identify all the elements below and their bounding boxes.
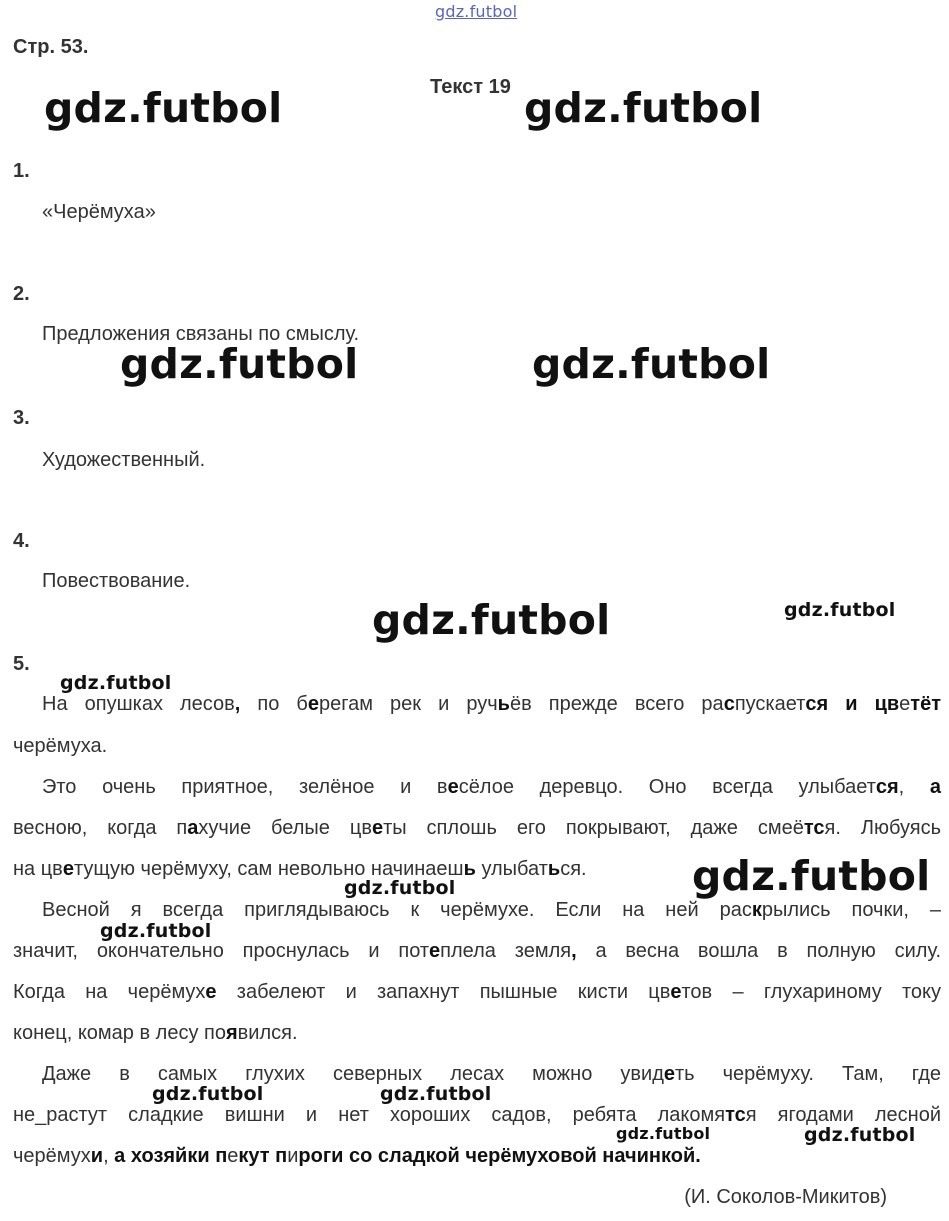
text-segment: тущую черёмуху, сам невольно начинаеш (73, 858, 464, 880)
text-line (42, 899, 941, 922)
watermark: gdz.futbol (692, 852, 931, 900)
highlighted-letter: ся и цв (805, 693, 900, 715)
text-segment: , (898, 776, 905, 798)
highlighted-letter: ь (547, 858, 561, 880)
watermark: gdz.futbol (372, 596, 611, 644)
text-line (13, 981, 941, 1004)
highlighted-letter: ся (875, 776, 899, 798)
highlighted-letter: е (205, 981, 217, 1003)
text-line (42, 1063, 941, 1086)
highlighted-letter: е (307, 693, 320, 715)
highlighted-letter: кут п (238, 1145, 288, 1167)
text-segment: конец, комар в лесу по (13, 1022, 226, 1044)
highlighted-letter: , (234, 693, 241, 715)
text-segment: е (899, 693, 911, 715)
text-segment: Это очень приятное, зелёное и в (42, 776, 448, 798)
highlighted-letter: я (225, 1022, 238, 1044)
text-segment: ёв прежде всего ра (509, 693, 724, 715)
text-segment: я. Любуясь (824, 817, 942, 839)
watermark: gdz.futbol (60, 672, 172, 694)
highlighted-letter: е (663, 1063, 675, 1085)
highlighted-letter: тёт (910, 693, 942, 715)
text-segment: , (103, 1145, 109, 1167)
text-line (13, 817, 941, 840)
highlighted-letter: с (723, 693, 735, 715)
highlighted-letter: е (429, 940, 441, 962)
watermark: gdz.futbol (120, 340, 359, 388)
task-answer: «Черёмуха» (42, 201, 156, 223)
text-segment: ть черёмуху. Там, где (675, 1063, 941, 1085)
task-answer: Повествование. (42, 570, 191, 592)
highlighted-letter: и (90, 1145, 104, 1167)
text-title: Текст 19 (430, 76, 511, 98)
highlighted-letter: е (371, 817, 384, 839)
highlighted-letter: е (62, 858, 74, 880)
text-segment: ся. (560, 858, 587, 880)
task-number: 1. (13, 160, 30, 182)
text-segment: Весной я всегда приглядываюсь к черёмухе. Если на ней рас (42, 899, 752, 921)
text-line (13, 858, 941, 881)
text-segment: на цв (13, 858, 63, 880)
watermark: gdz.futbol (524, 84, 763, 132)
text-segment: хучие белые цв (198, 817, 372, 839)
author: (И. Соколов-Микитов) (684, 1186, 887, 1208)
text-line (13, 1145, 941, 1168)
text-line (13, 1022, 941, 1045)
highlighted-letter: к (751, 899, 762, 921)
text-segment: забелеют и запахнут пышные кисти цв (216, 981, 671, 1003)
text-segment: значит, окончательно проснулась и пот (13, 940, 430, 962)
highlighted-letter: е (447, 776, 459, 798)
watermark: gdz.futbol (784, 599, 896, 621)
highlighted-letter: роги со сладкой черёмуховой начинкой. (298, 1145, 701, 1167)
text-segment: а весна вошла в полную силу. (576, 940, 941, 962)
text-segment: Даже в самых глухих северных лесах можно увид (42, 1063, 664, 1085)
text-segment: плела земля (440, 940, 572, 962)
text-segment: я ягодами лесной (745, 1104, 941, 1126)
watermark: gdz.futbol (100, 920, 212, 942)
task-answer: Предложения связаны по смыслу. (42, 323, 360, 345)
highlighted-letter: а (187, 817, 199, 839)
watermark: gdz.futbol (44, 84, 283, 132)
watermark-top: gdz.futbol (435, 2, 518, 21)
text-segment: черёмуха. (13, 735, 108, 757)
highlighted-letter: , (571, 940, 577, 962)
watermark: gdz.futbol (616, 1124, 711, 1143)
highlighted-letter: тс (725, 1104, 746, 1126)
task-number: 5. (13, 653, 30, 675)
text-line (13, 1104, 941, 1127)
task-number: 4. (13, 530, 30, 552)
highlighted-letter: е (670, 981, 682, 1003)
text-segment: не_растут сладкие вишни и нет хороших садов, ребята лакомя (13, 1104, 726, 1126)
watermark: gdz.futbol (380, 1083, 492, 1105)
text-segment: тов – глухариному току (681, 981, 941, 1003)
text-segment: весною, когда п (13, 817, 188, 839)
text-segment: и (287, 1145, 299, 1167)
text-segment: сёлое деревцо. Оно всегда улыбает (458, 776, 876, 798)
highlighted-letter: а (904, 776, 941, 798)
text-segment: Когда на черёмух (13, 981, 206, 1003)
watermark: gdz.futbol (532, 340, 771, 388)
text-line (42, 776, 941, 799)
text-segment: рылись почки, – (761, 899, 941, 921)
text-segment: вился. (237, 1022, 298, 1044)
page-ref: Стр. 53. (13, 36, 89, 58)
text-line (13, 940, 941, 963)
text-segment: е (227, 1145, 239, 1167)
text-segment: регам рек и руч (319, 693, 498, 715)
text-segment: по б (240, 693, 308, 715)
watermark: gdz.futbol (804, 1124, 916, 1146)
text-segment: улыбат (475, 858, 548, 880)
task-answer: Художественный. (42, 449, 206, 471)
watermark: gdz.futbol (344, 877, 456, 899)
text-segment: черёмух (13, 1145, 91, 1167)
text-line (13, 735, 941, 758)
text-segment: На опушках лесов (42, 693, 235, 715)
highlighted-letter: ь (497, 693, 510, 715)
highlighted-letter: ь (463, 858, 476, 880)
text-line (42, 693, 941, 716)
task-number: 3. (13, 407, 30, 429)
text-segment: ты сплошь его покрывают, даже смеё (383, 817, 804, 839)
highlighted-letter: а хозяйки п (108, 1145, 228, 1167)
watermark: gdz.futbol (152, 1083, 264, 1105)
text-segment: пускает (734, 693, 806, 715)
highlighted-letter: тс (803, 817, 825, 839)
task-number: 2. (13, 283, 30, 305)
